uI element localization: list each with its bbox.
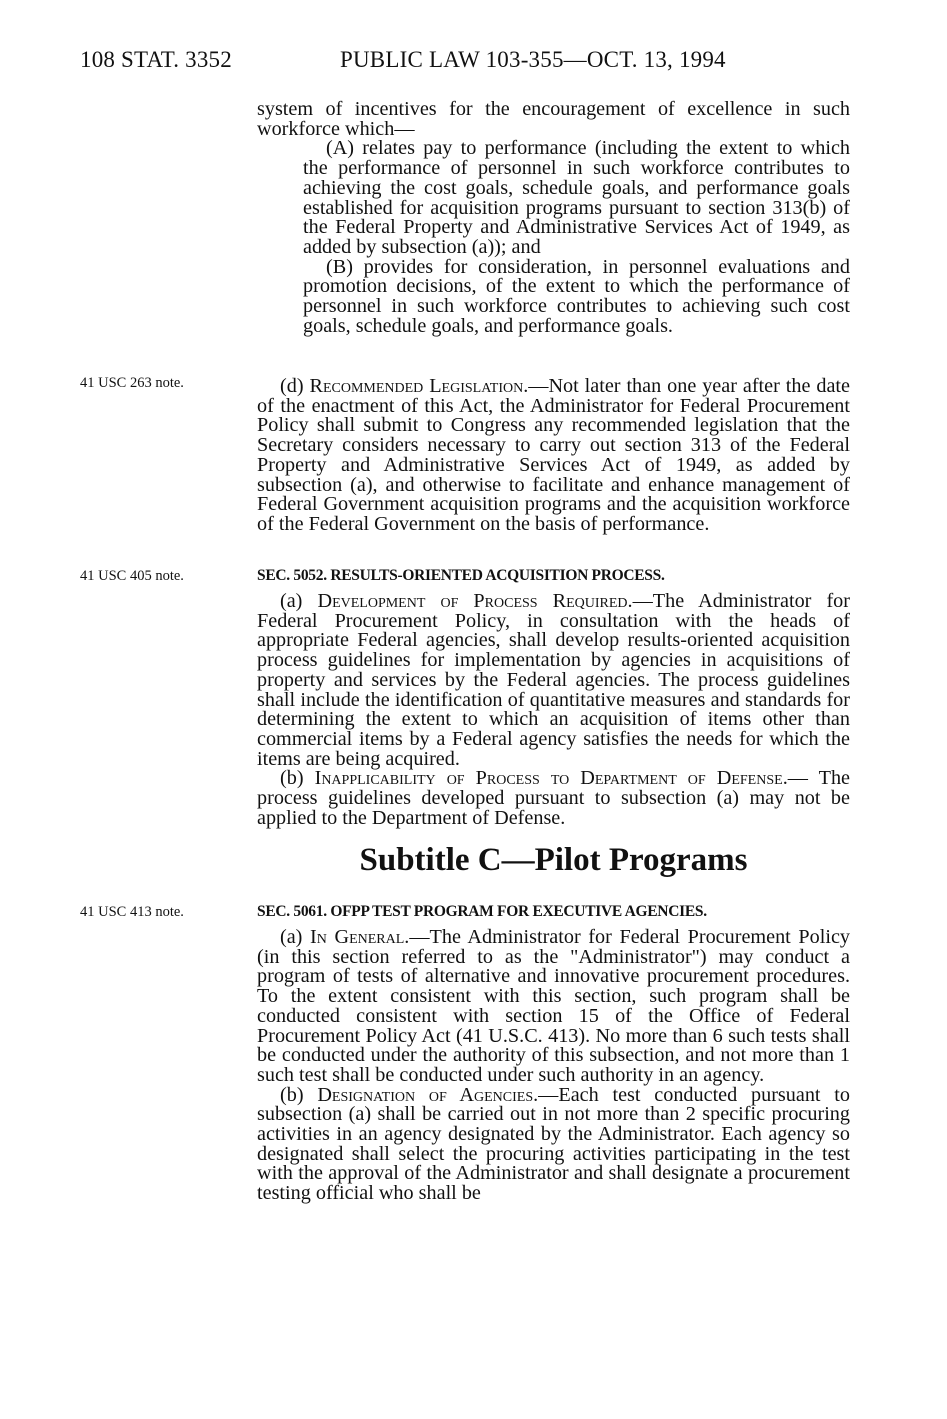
item-b-paragraph: (B) provides for consideration, in personnel evaluations and promotion decisions, of the extent to which the performance of personnel in such workforce contributes to achieving such cost goals, schedule goals, and performance goals. [303, 255, 850, 337]
sec-5061-b-paragraph [257, 1083, 851, 1205]
sec-d-text: .—Not later than one year after the date of the enactment of this Act, the Administrator for Federal Procurement Policy shall submit to Congress any recommended legislation that the Secretary considers necessary to carry out section 313 of the Federal Property and Administrative Services Act of 1949, as added by subsection (a), and otherwise to facilitate and enhance management of Federal Government acquisition programs and the acquisition workforce of the Federal Government on the basis of performance. [257, 375, 850, 535]
sec-5052-b-text: .— The process guidelines developed pursuant to subsection (a) may not be applied to the Department of Defense. [257, 767, 850, 829]
sec-5061-b-caption: Designation of Agencies [317, 1083, 534, 1106]
margin-note-413: 41 USC 413 note. [80, 904, 184, 920]
sec-5061-a-paragraph [257, 928, 850, 1086]
sec-5061-a-caption: In General [310, 926, 405, 948]
sec-5061-b-label: (b) [280, 1083, 318, 1106]
margin-note-405: 41 USC 405 note. [80, 568, 184, 584]
sec-5052-heading: SEC. 5052. RESULTS-ORIENTED ACQUISITION PROCESS. [257, 567, 665, 584]
sec-5052-a-label: (a) [280, 590, 318, 612]
sec-5061-block [257, 928, 850, 1204]
margin-note-263: 41 USC 263 note. [80, 375, 184, 391]
sec-5061-heading: SEC. 5061. OFPP TEST PROGRAM FOR EXECUTIVE AGENCIES. [257, 903, 707, 920]
subtitle-heading: Subtitle C—Pilot Programs [359, 842, 748, 878]
running-header: PUBLIC LAW 103-355—OCT. 13, 1994 [340, 47, 726, 72]
sec-d-caption: Recommended Legislation [309, 375, 524, 397]
sec-d-block [257, 377, 850, 535]
sec-d-label: (d) [280, 375, 310, 397]
sec-5061-b-text: .—Each test conducted pursuant to subsection (a) shall be carried out in not more than 2 specific procuring activities in an agency designated by the Administrator. Each agency so designated shall select the procuring activities participating in the test with the approval of the Administrator and shall designate a procurement testing official who shall be [257, 1083, 851, 1205]
incentives-block [257, 100, 850, 336]
item-a-paragraph: (A) relates pay to performance (including the extent to which the performance of personnel in such workforce contributes to achieving the cost goals, schedule goals, and performance goals established for acquisition programs pursuant to section 313(b) of the Federal Property and Administrative Services Act of 1949, as added by subsection (a)); and [303, 137, 850, 258]
page-citation: 108 STAT. 3352 [80, 47, 232, 72]
sec-5061-a-text: .—The Administrator for Federal Procurement Policy (in this section referred to as the "Administrator") may conduct a program of tests of alternative and innovative procurement procedures. To the extent consistent with this section, such program shall be conducted consistent with section 15 of the Office of Federal Procurement Policy Act (41 U.S.C. 413). No more than 6 such tests shall be conducted under the authority of this subsection, and not more than 1 such test shall be conducted under such authority in an agency. [257, 926, 850, 1086]
sec-5052-a-text: .—The Administrator for Federal Procurement Policy, in consultation with the heads of appropriate Federal agencies, shall develop results-oriented acquisition process guidelines for implementation by agencies in acquisitions of property and services by the Federal agencies. The process guidelines shall include the identification of quantitative measures and standards for determining the extent to which an acquisition of items other than commercial items by a Federal agency satisfies the needs for which the items are being acquired. [257, 590, 850, 770]
sec-5052-block [257, 592, 850, 828]
intro-paragraph: system of incentives for the encouragement of excellence in such workforce which— [257, 98, 850, 140]
sub-items [257, 139, 850, 336]
sec-d-paragraph [257, 377, 850, 535]
sec-5061-a-label: (a) [280, 926, 311, 948]
sec-5052-b-caption: Inapplicability of Process to Department of Defense [314, 767, 783, 790]
sec-5052-b-label: (b) [280, 767, 315, 790]
sec-5052-a-paragraph [257, 592, 850, 769]
sec-5052-a-caption: Development of Process Required [317, 590, 628, 612]
sec-5052-b-paragraph [257, 769, 850, 828]
